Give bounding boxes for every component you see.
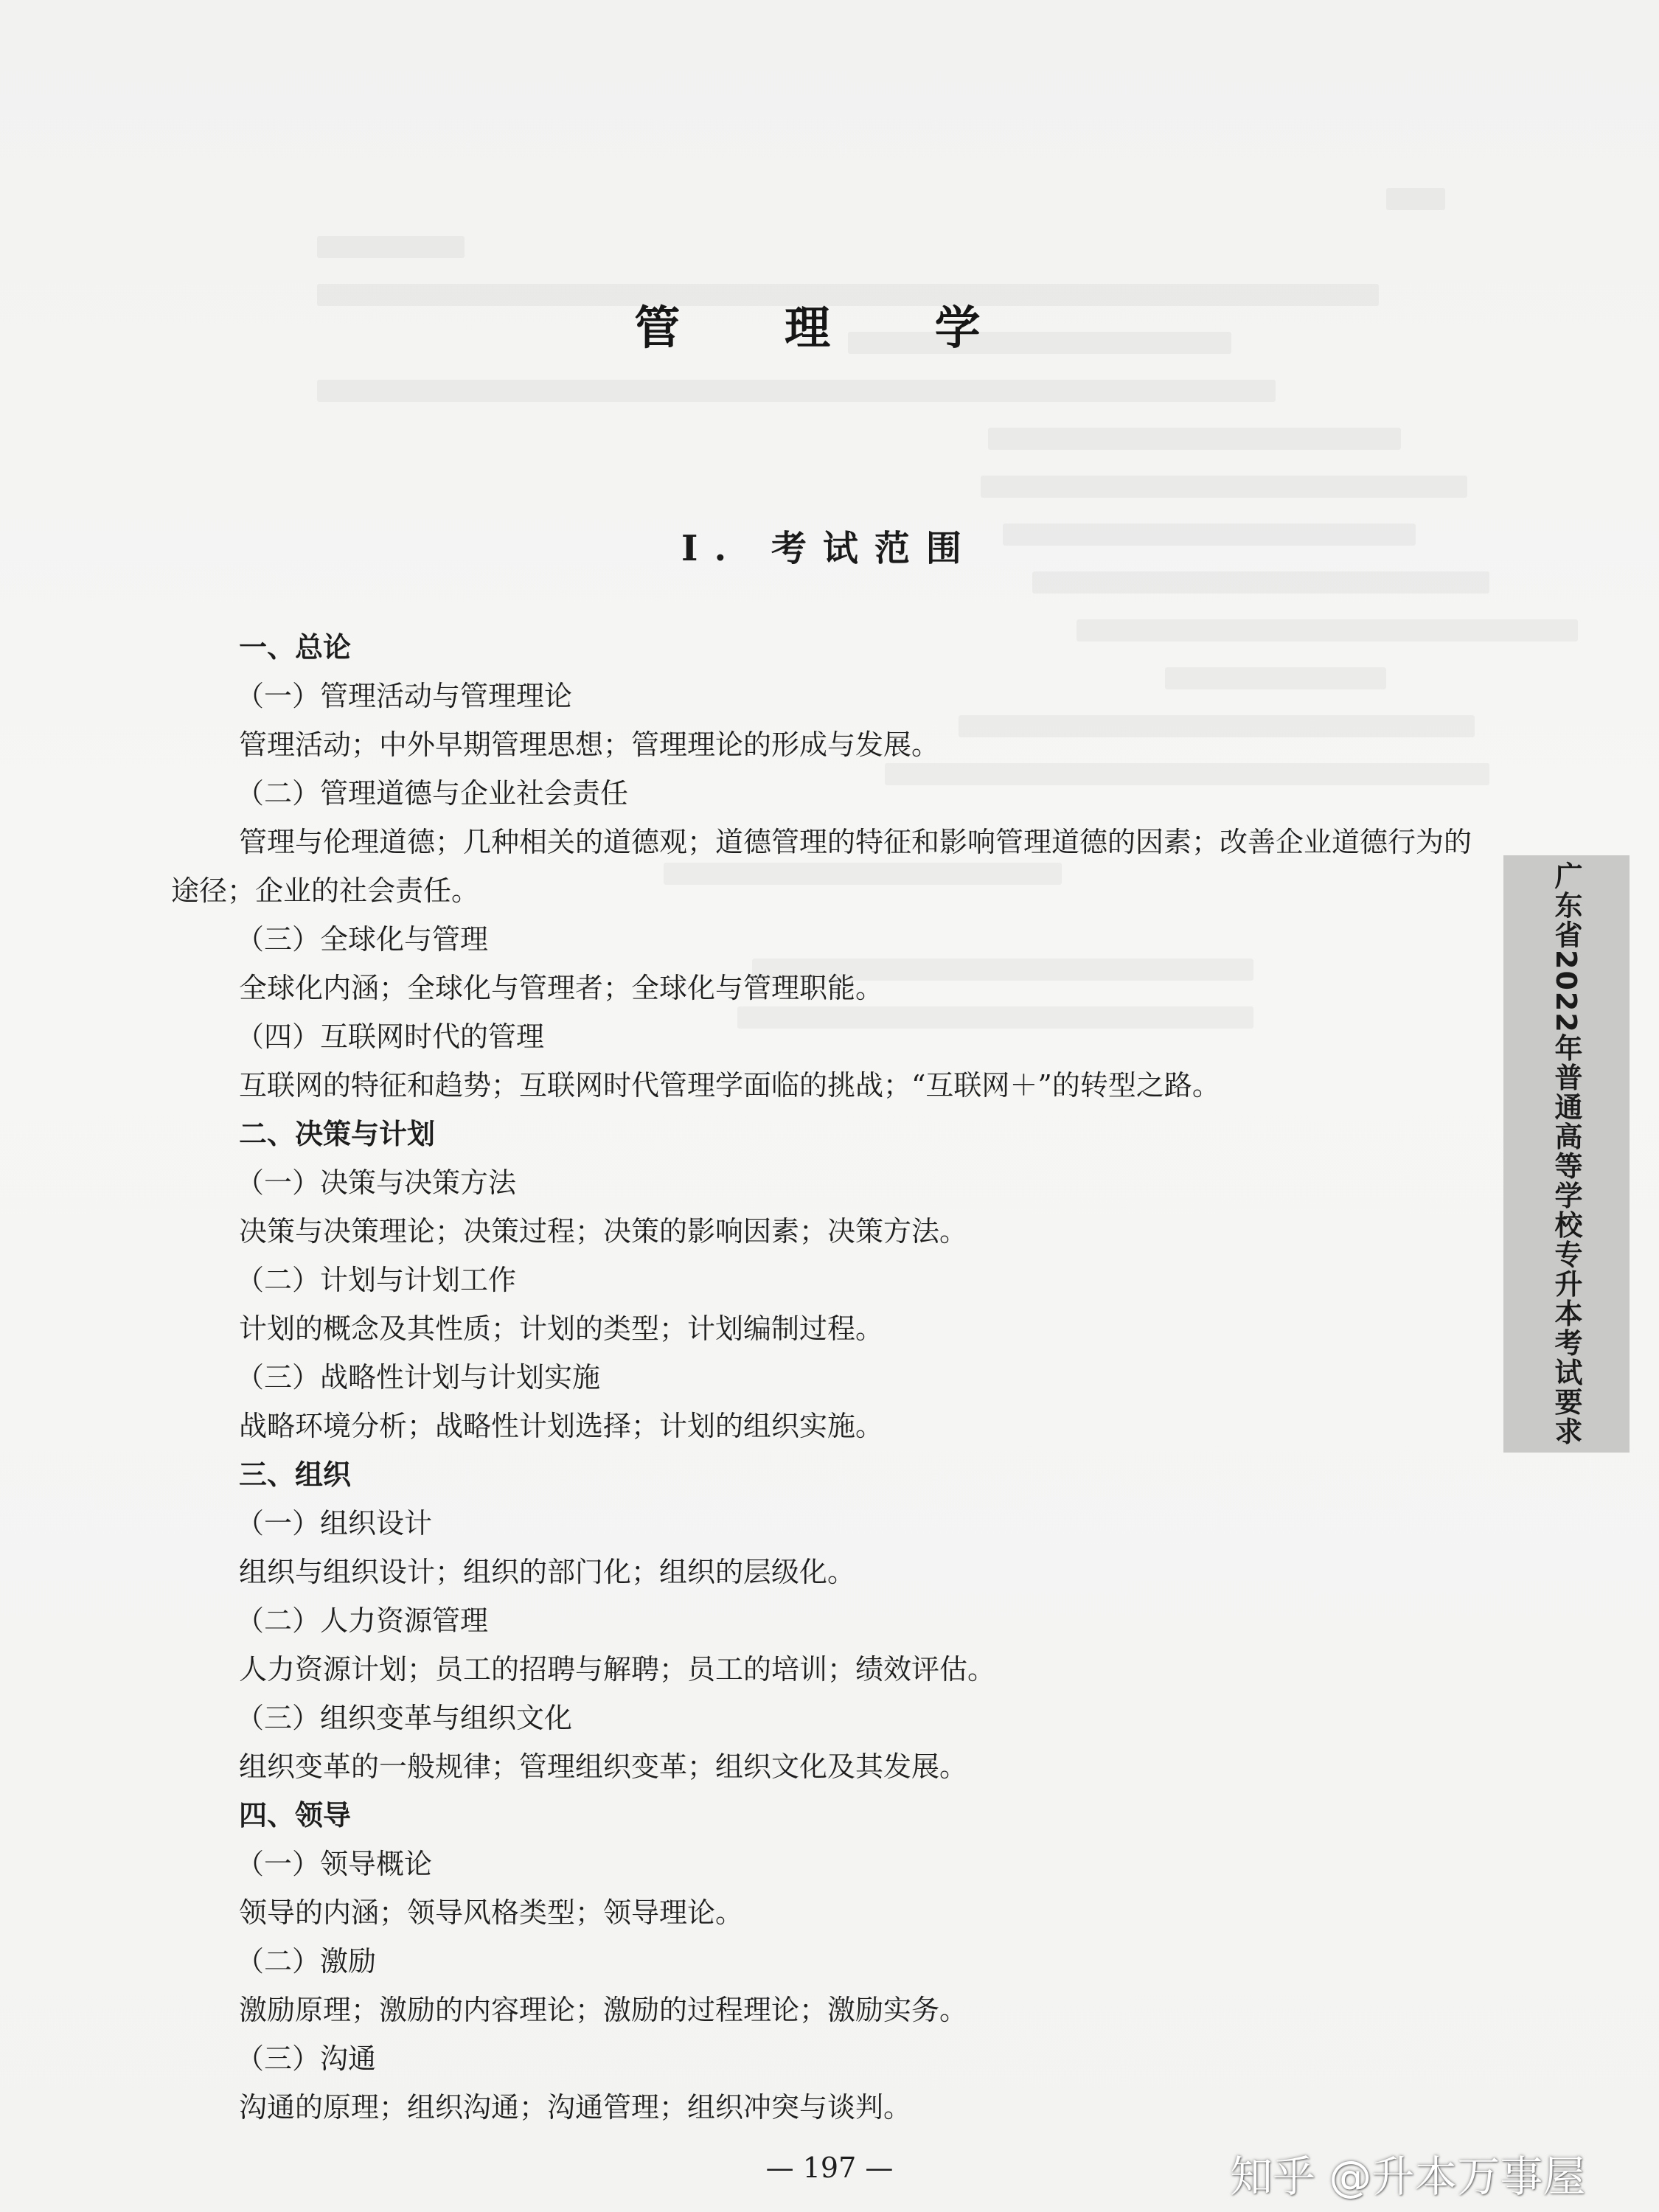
side-tab <box>1503 855 1630 1453</box>
topic-list: 决策与决策理论；决策过程；决策的影响因素；决策方法。 <box>239 1215 968 1248</box>
side-tab-label: 广东省2022年普通高等学校专升本考试要求 <box>1550 861 1582 1447</box>
section-heading: （三）沟通 <box>236 2042 377 2075</box>
topic-list: 激励原理；激励的内容理论；激励的过程理论；激励实务。 <box>239 1994 968 2026</box>
chapter-heading: 二、决策与计划 <box>239 1118 436 1150</box>
section-heading: （一）管理活动与管理理论 <box>236 680 573 712</box>
section-heading: （三）全球化与管理 <box>236 923 489 956</box>
section-heading: （一）决策与决策方法 <box>236 1166 517 1199</box>
section-heading: （二）激励 <box>236 1945 377 1978</box>
chapter-heading: 一、总论 <box>239 631 352 664</box>
topic-list: 领导的内涵；领导风格类型；领导理论。 <box>239 1896 744 1929</box>
page-title: 管 理 学 <box>634 301 1025 355</box>
syllabus-content <box>171 623 1491 2132</box>
chapter-heading: 三、组织 <box>239 1458 352 1491</box>
topic-list: 战略环境分析；战略性计划选择；计划的组织实施。 <box>239 1410 884 1442</box>
topic-list: 组织与组织设计；组织的部门化；组织的层级化。 <box>239 1556 856 1588</box>
section-heading: （二）计划与计划工作 <box>236 1264 517 1296</box>
topic-list: 人力资源计划；员工的招聘与解聘；员工的培训；绩效评估。 <box>239 1653 996 1686</box>
chapter-heading: 四、领导 <box>239 1799 352 1832</box>
section-heading: （三）组织变革与组织文化 <box>236 1702 573 1734</box>
topic-list: 沟通的原理；组织沟通；沟通管理；组织冲突与谈判。 <box>239 2091 912 2124</box>
section-heading: （二）管理道德与企业社会责任 <box>236 777 629 810</box>
topic-list: 管理与伦理道德；几种相关的道德观；道德管理的特征和影响管理道德的因素；改善企业道德行为的途径；企业的社会责任。 <box>171 826 1472 907</box>
section-heading: （一）领导概论 <box>236 1848 433 1880</box>
section-heading: （二）人力资源管理 <box>236 1604 489 1637</box>
topic-list: 计划的概念及其性质；计划的类型；计划编制过程。 <box>239 1312 884 1345</box>
section-heading: （四）互联网时代的管理 <box>236 1020 545 1053</box>
section-title: Ⅰ. 考试范围 <box>681 528 978 569</box>
section-heading: （一）组织设计 <box>236 1507 433 1540</box>
topic-list: 全球化内涵；全球化与管理者；全球化与管理职能。 <box>239 972 884 1004</box>
watermark: 知乎 @升本万事屋 <box>1230 2152 1586 2202</box>
section-heading: （三）战略性计划与计划实施 <box>236 1361 601 1394</box>
topic-list: 管理活动；中外早期管理思想；管理理论的形成与发展。 <box>239 728 940 761</box>
topic-list: 互联网的特征和趋势；互联网时代管理学面临的挑战；“互联网＋”的转型之路。 <box>239 1069 1220 1102</box>
page-number: — 197 — <box>765 2152 894 2184</box>
topic-list: 组织变革的一般规律；管理组织变革；组织文化及其发展。 <box>239 1750 968 1783</box>
